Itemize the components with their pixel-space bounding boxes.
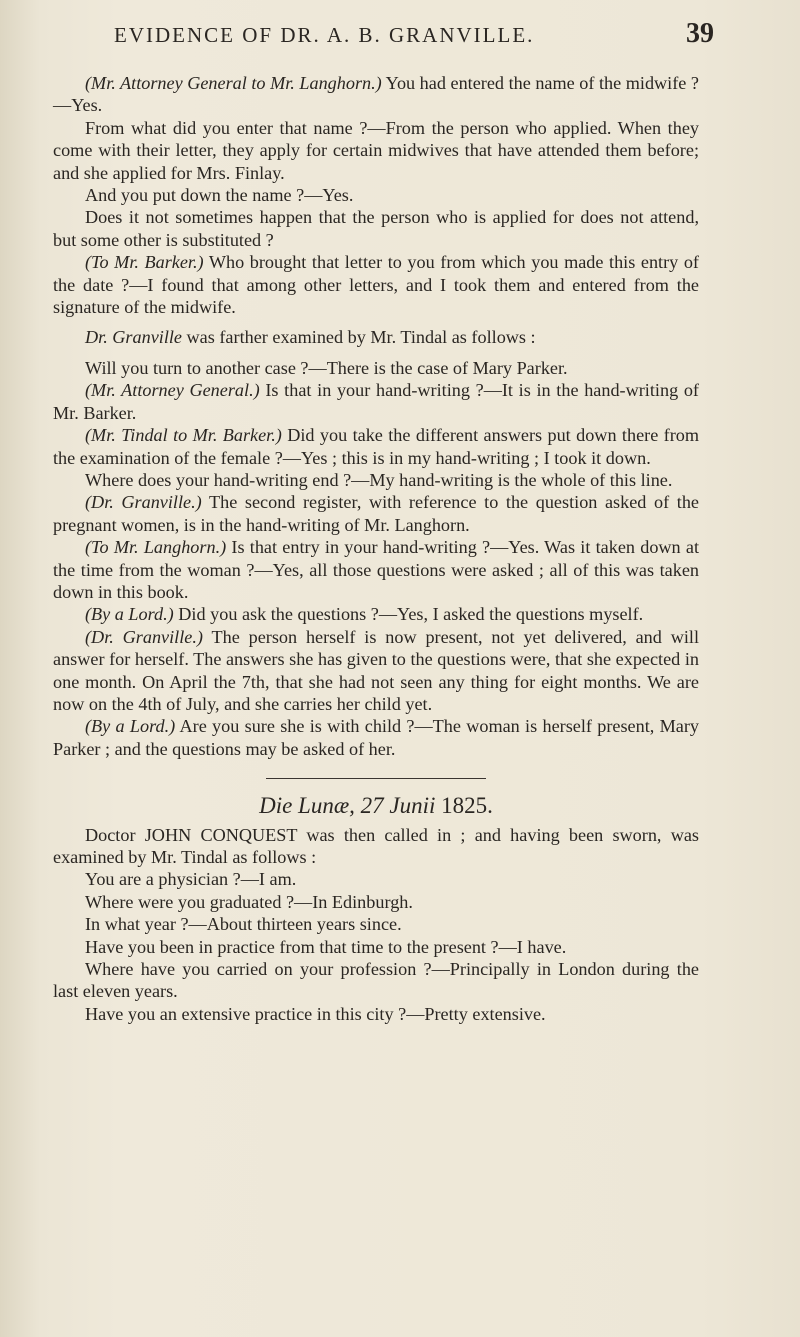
paragraph xyxy=(53,206,699,251)
paragraph xyxy=(53,868,699,890)
paragraph xyxy=(53,379,699,424)
paragraph-text: Where have you carried on your profession ?—Principally in London during the last eleven years. xyxy=(53,959,699,1002)
paragraph-text: Did you take the different answers put down there from the examination of the female ?—Yes ; this is in my hand-writing ; I took it down. xyxy=(53,425,700,468)
paragraph-text: Are you sure she is with child ?—The woman is herself present, Mary Parker ; and the questions may be asked of her. xyxy=(53,716,699,759)
paragraph xyxy=(53,251,699,318)
paragraph-text: Is that in your hand-writing ?—It is in the hand-writing of Mr. Barker. xyxy=(53,380,699,423)
paragraph-text: Will you turn to another case ?—There is the case of Mary Parker. xyxy=(85,357,568,378)
paragraph-text: Who brought that letter to you from which you made this entry of the date ?—I found that among other letters, and I took them and entered from the signature of the midwife. xyxy=(53,252,699,318)
paragraph-text: Did you ask the questions ?—Yes, I asked the questions myself. xyxy=(173,604,644,625)
paragraph-text: Have you an extensive practice in this city ?—Pretty extensive. xyxy=(85,1003,546,1024)
speaker-label: (Mr. Attorney General to Mr. Langhorn.) xyxy=(85,73,382,93)
session-date-heading xyxy=(53,795,699,817)
speaker-label: (Dr. Granville.) xyxy=(85,626,203,647)
paragraph xyxy=(53,491,699,536)
date-year: 1825. xyxy=(441,793,493,819)
paragraph-text: Where were you graduated ?—In Edinburgh. xyxy=(85,891,413,912)
paragraph-text: In what year ?—About thirteen years since. xyxy=(85,914,402,935)
speaker-label: (Mr. Attorney General.) xyxy=(85,380,260,401)
date-text: Die Lunæ, 27 Junii xyxy=(259,793,436,819)
paragraph xyxy=(53,117,699,184)
running-head: EVIDENCE OF DR. A. B. GRANVILLE. xyxy=(114,23,535,47)
examination-transition xyxy=(53,326,699,348)
paragraph xyxy=(53,469,699,491)
paragraph xyxy=(53,715,699,760)
paragraph xyxy=(53,936,699,958)
paragraph-text: was farther examined by Mr. Tindal as follows : xyxy=(182,327,536,348)
speaker-label: (By a Lord.) xyxy=(85,716,176,737)
speaker-label: (To Mr. Langhorn.) xyxy=(85,537,227,558)
paragraph-text: The second register, with reference to the question asked of the pregnant women, is in the hand-writing of Mr. Langhorn. xyxy=(53,492,699,535)
body-text xyxy=(53,72,699,1025)
paragraph xyxy=(53,958,699,1003)
paragraph-text: From what did you enter that name ?—From the person who applied. When they come with their letter, they apply for certain midwives that have attended them before; and she applied for Mrs. Finlay. xyxy=(53,117,699,183)
speaker-label: (Mr. Tindal to Mr. Barker.) xyxy=(85,425,282,446)
speaker-label: (To Mr. Barker.) xyxy=(85,252,204,273)
speaker-label: (By a Lord.) xyxy=(85,604,174,625)
section-divider xyxy=(266,778,486,779)
paragraph-text: You had entered the name of the midwife ?—Yes. xyxy=(53,73,699,116)
paragraph-text: Does it not sometimes happen that the person who is applied for does not attend, but some other is substituted ? xyxy=(53,207,699,250)
paragraph xyxy=(53,1003,699,1025)
paragraph xyxy=(53,891,699,913)
paragraph-text: And you put down the name ?—Yes. xyxy=(85,185,354,206)
paragraph xyxy=(53,72,699,117)
paragraph xyxy=(53,536,699,603)
page-header xyxy=(100,18,714,50)
paragraph xyxy=(53,824,699,869)
paragraph-text: The person herself is now present, not yet delivered, and will answer for herself. The answers she has given to the questions were, that she expected in one month. On April the 7th, that she had not seen any thing for eight months. We are now on the 4th of July, and she carries her child yet. xyxy=(53,626,699,714)
speaker-label: (Dr. Granville.) xyxy=(85,492,202,513)
paragraph xyxy=(53,626,699,716)
paragraph xyxy=(53,913,699,935)
paragraph xyxy=(53,184,699,206)
paragraph xyxy=(53,424,699,469)
paragraph-text: Is that entry in your hand-writing ?—Yes. Was it taken down at the time from the woman ?—Yes, all those questions were asked ; all of this was taken down in this book. xyxy=(53,537,700,602)
paragraph xyxy=(53,603,699,625)
paragraph-text: You are a physician ?—I am. xyxy=(85,869,297,890)
speaker-label: Dr. Granville xyxy=(85,327,182,348)
paragraph-text: Where does your hand-writing end ?—My hand-writing is the whole of this line. xyxy=(85,469,673,490)
paragraph-text: Have you been in practice from that time to the present ?—I have. xyxy=(85,936,567,957)
paragraph xyxy=(53,357,699,379)
page-number: 39 xyxy=(686,18,714,49)
paragraph-text: Doctor JOHN CONQUEST was then called in ; and having been sworn, was examined by Mr. Tindal as follows : xyxy=(53,824,699,867)
